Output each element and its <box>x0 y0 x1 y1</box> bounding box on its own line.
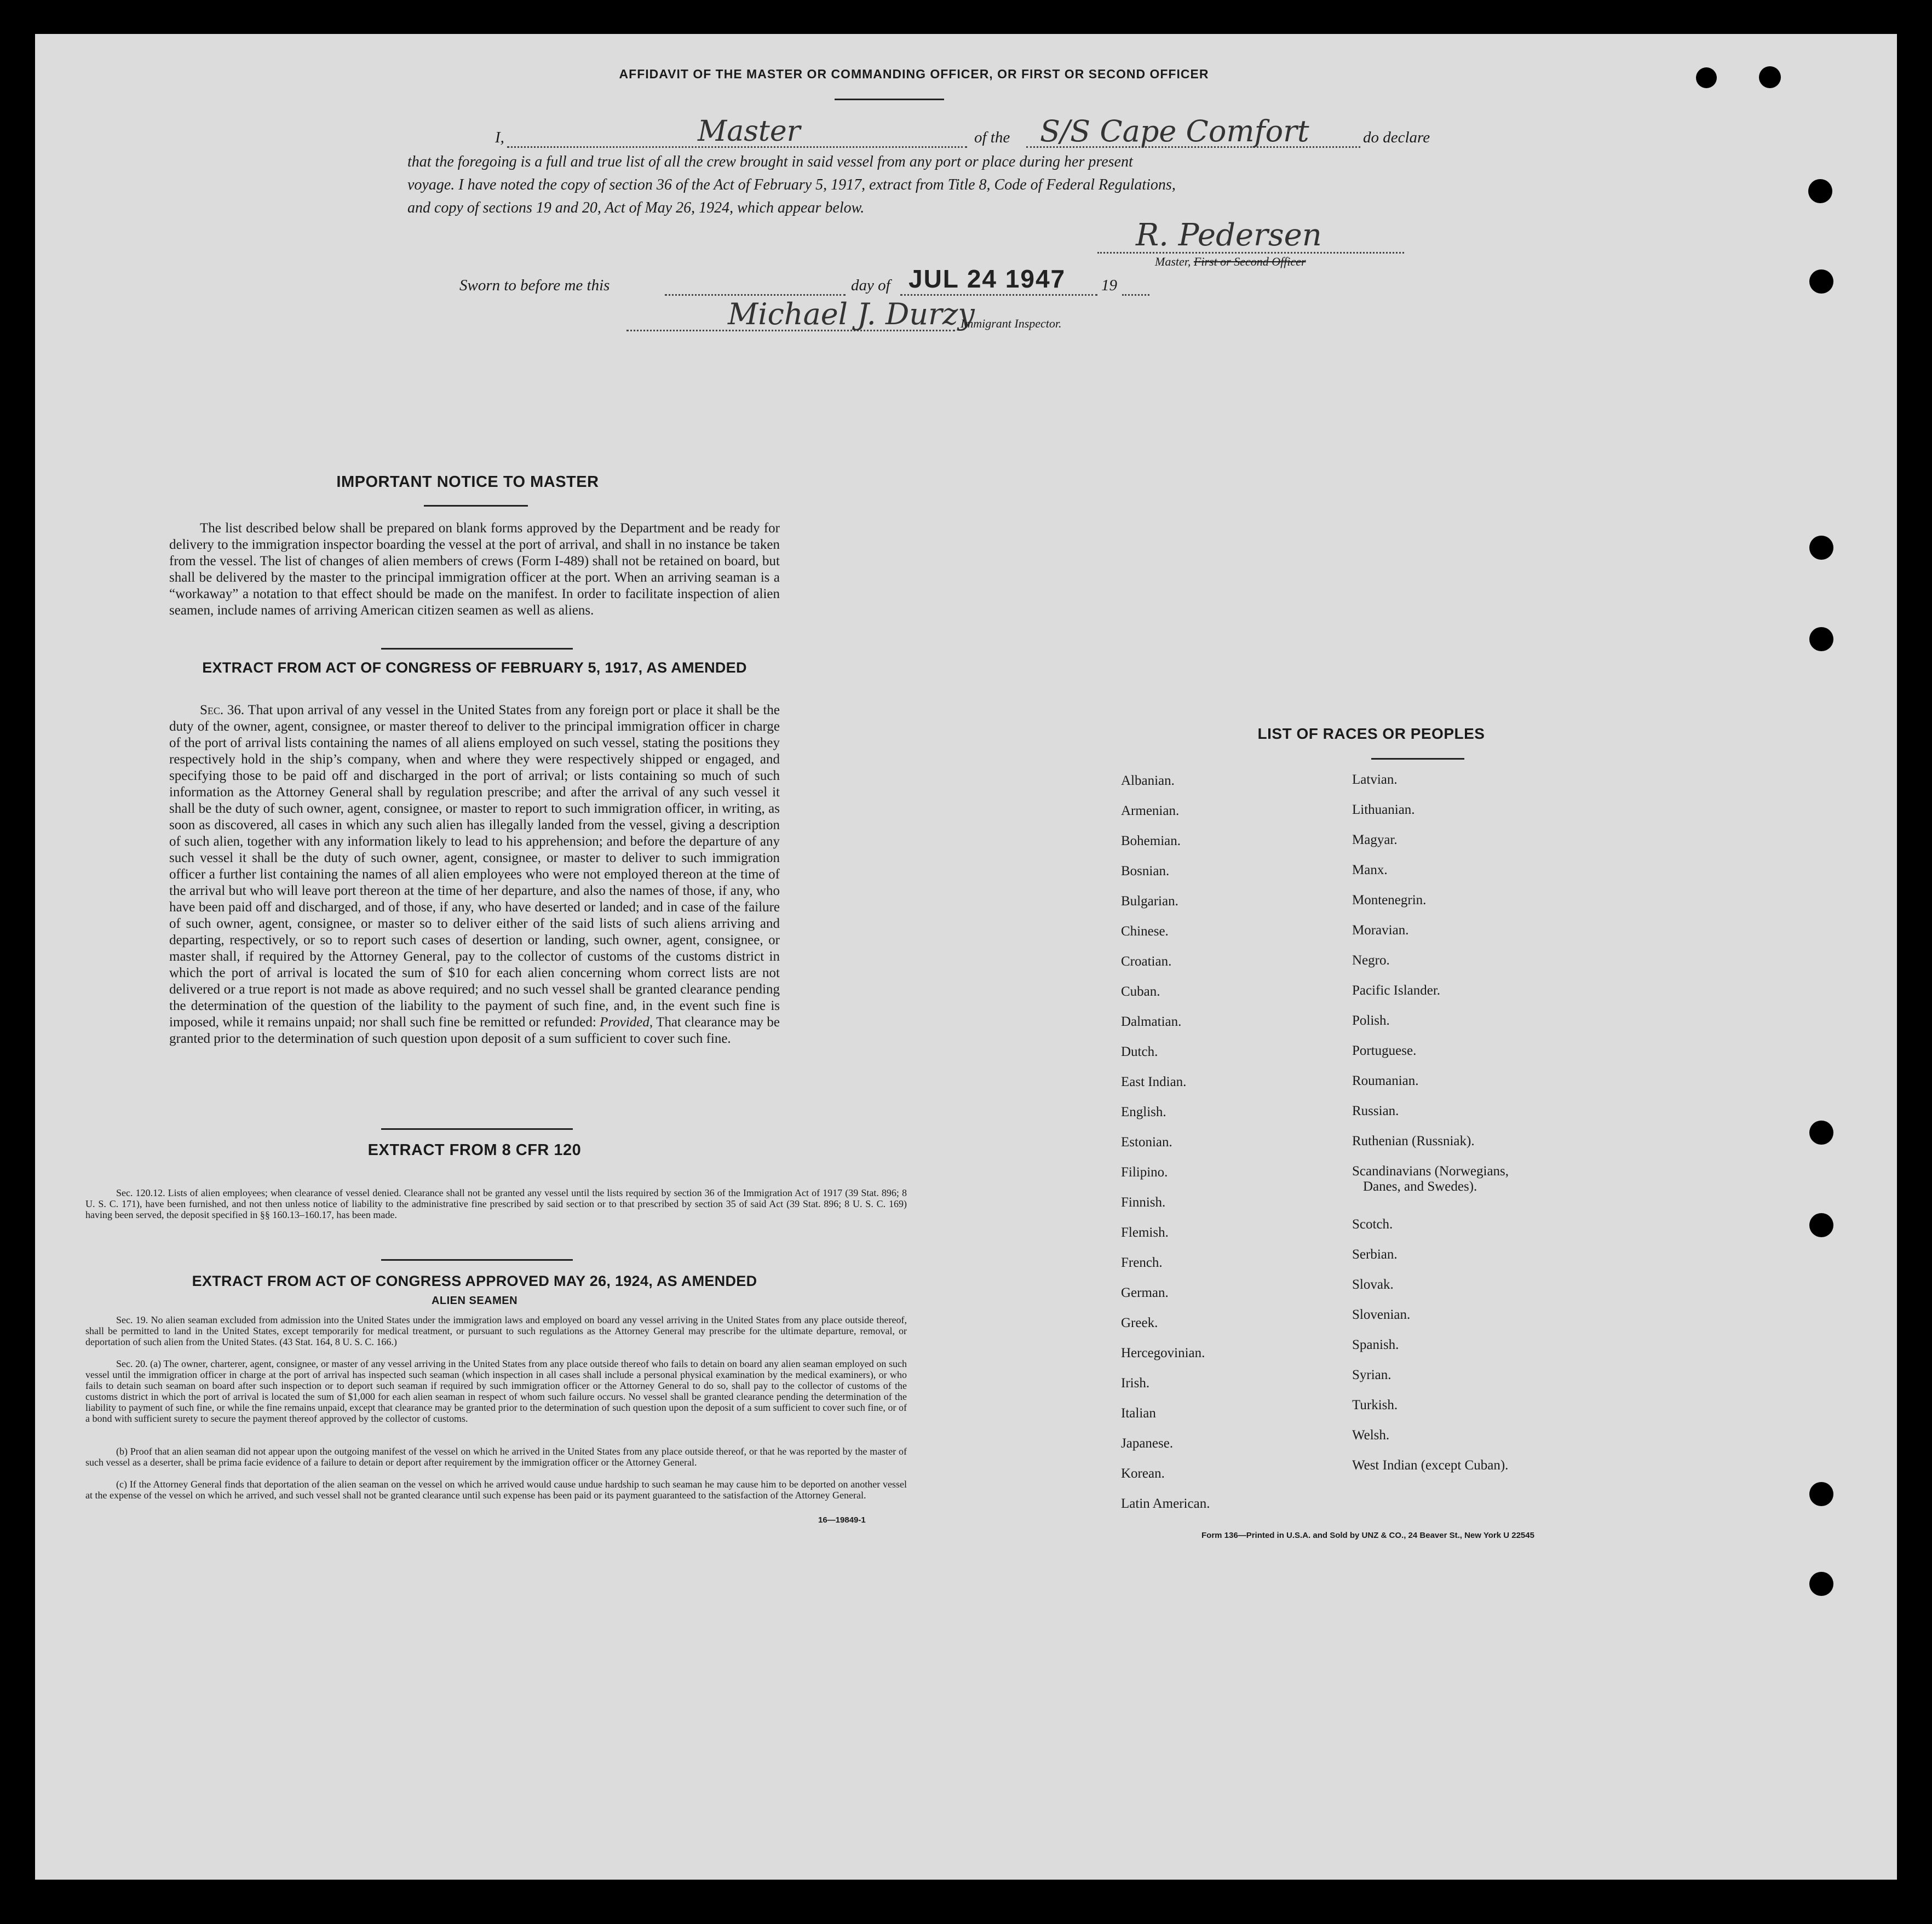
race-item: Italian <box>1121 1406 1156 1421</box>
race-item: Roumanian. <box>1352 1073 1419 1088</box>
inspector-signature: Michael J. Durzy <box>728 297 975 331</box>
race-item: Latin American. <box>1121 1496 1210 1511</box>
signature-blank <box>1097 252 1404 254</box>
race-item: Portuguese. <box>1352 1043 1417 1058</box>
notice-text <box>169 520 780 619</box>
notice-title-rule <box>424 505 528 507</box>
affidavit-title-rule <box>835 99 944 100</box>
race-item: English. <box>1121 1105 1166 1119</box>
extract-cfr-rule <box>381 1259 573 1261</box>
form-page <box>35 34 1897 1880</box>
sec36-body-end: That clearance may be granted prior to the determination of such question upon deposit of a sum sufficient to cover such fine. <box>169 1015 780 1046</box>
race-item: Manx. <box>1352 863 1388 877</box>
of-the-label: of the <box>974 129 1010 146</box>
race-item: Scotch. <box>1352 1217 1393 1232</box>
sworn-label: Sworn to before me this <box>459 277 610 294</box>
sec36-label: Sec. 36. <box>200 703 245 717</box>
race-item: Greek. <box>1121 1316 1158 1330</box>
punch-hole <box>1759 66 1781 88</box>
sec20b-body: (b) Proof that an alien seaman did not appear upon the outgoing manifest of the vessel on which he arrived in the United States from any place outside thereof, or that he was reported by the master of such vessel as a deserter, shall be prima facie evidence of a failure to detain or deport after requirement by the immigration officer or the Attorney General. <box>85 1446 907 1468</box>
vessel-handwritten: S/S Cape Comfort <box>1040 114 1309 148</box>
master-handwritten: Master <box>698 115 801 148</box>
race-item: Dalmatian. <box>1121 1014 1182 1029</box>
year-label: 19 <box>1101 277 1117 294</box>
race-item: Irish. <box>1121 1376 1150 1391</box>
race-item: Russian. <box>1352 1104 1399 1118</box>
races-title-rule <box>1371 758 1464 760</box>
race-item: Slovak. <box>1352 1277 1394 1292</box>
cfr-body: Sec. 120.12. Lists of alien employees; when clearance of vessel denied. Clearance shall not be granted any vessel until the lists required by section 36 of the Immigration Act of 1917 (39 Stat. 896; 8 U. S. C. 171), have been furnished, and not then unless notice of liability to the administrative fine prescribed by said section or to that prescribed by section 35 of said Act (39 Stat. 896; 8 U. S. C. 169) having been served, the deposit specified in §§ 160.13–160.17, has been made. <box>85 1187 907 1220</box>
sworn-year-blank <box>1122 294 1149 296</box>
race-item: Magyar. <box>1352 832 1398 847</box>
extract-1917-rule <box>381 1128 573 1130</box>
extract-1924-title: EXTRACT FROM ACT OF CONGRESS APPROVED MAY 26, 1924, AS AMENDED <box>192 1273 757 1289</box>
day-of-label: day of <box>851 277 890 294</box>
affidavit-line-4: and copy of sections 19 and 20, Act of May 26, 1924, which appear below. <box>407 199 865 216</box>
sec20a-body: Sec. 20. (a) The owner, charterer, agent, consignee, or master of any vessel arriving in the United States from any place outside thereof who fails to detain on board any alien seaman employed on such vessel until the immigration officer in charge at the port of arrival has inspected such seaman (which inspection in all cases shall include a personal physical examination by the medical examiners), or who fails to detain such seaman on board after such inspection or to deport such seaman if required by such immigration officer or the Attorney General to do so, shall pay to the collector of customs of the customs district in which the port of arrival is located the sum of $1,000 for each alien seaman in respect of whom such failure occurs. No vessel shall be granted clearance pending the determination of the liability to payment of such fine, or while the fine remains unpaid, except that clearance may be granted prior to the determination of such question upon the deposit of a sum sufficient to cover such fine, or of a bond with sufficient surety to secure the payment thereof approved by the collector of customs. <box>85 1358 907 1424</box>
race-item: Scandinavians (Norwegians, <box>1352 1164 1509 1179</box>
race-item: Croatian. <box>1121 954 1172 969</box>
race-item: Spanish. <box>1352 1337 1399 1352</box>
race-item: Lithuanian. <box>1352 802 1415 817</box>
master-signature: R. Pedersen <box>1136 217 1322 253</box>
sec20c-body: (c) If the Attorney General finds that deportation of the alien seaman on the vessel on which he arrived would cause undue hardship to such seaman he may cause him to be deported on another vessel at the expense of the vessel on which he arrived, and such vessel shall not be granted clearance until such expense has been paid or its payment guaranteed to the satisfaction of the Attorney General. <box>85 1479 907 1501</box>
race-item: Chinese. <box>1121 924 1169 939</box>
race-item: Welsh. <box>1352 1428 1390 1443</box>
punch-hole <box>1809 1121 1833 1145</box>
sec20a-text <box>85 1358 907 1424</box>
race-item: Danes, and Swedes). <box>1363 1179 1477 1194</box>
race-item: Pacific Islander. <box>1352 983 1441 998</box>
alien-seamen-subtitle: ALIEN SEAMEN <box>431 1295 518 1307</box>
sworn-day-blank <box>665 294 846 296</box>
race-item: East Indian. <box>1121 1075 1187 1089</box>
sec20b-text <box>85 1446 907 1468</box>
race-item: Serbian. <box>1352 1247 1398 1262</box>
extract-cfr-text <box>85 1187 907 1220</box>
sec19-body: Sec. 19. No alien seaman excluded from admission into the United States under the immigration laws and employed on board any vessel arriving in the United States from any place outside thereof, shall be permitted to land in the United States, except temporarily for medical treatment, or pursuant to such regulations as the Attorney General may prescribe for the ultimate departure, removal, or deportation of such alien from the United States. (43 Stat. 164, 8 U. S. C. 166.) <box>85 1314 907 1347</box>
race-item: Syrian. <box>1352 1368 1392 1382</box>
races-title: LIST OF RACES OR PEOPLES <box>1257 725 1485 742</box>
notice-rule <box>381 648 573 650</box>
race-item: Bulgarian. <box>1121 894 1178 909</box>
race-item: Dutch. <box>1121 1044 1158 1059</box>
race-item: Latvian. <box>1352 772 1398 787</box>
race-item: Turkish. <box>1352 1398 1398 1412</box>
race-item: French. <box>1121 1255 1163 1270</box>
race-item: Bosnian. <box>1121 864 1170 878</box>
race-item: Japanese. <box>1121 1436 1174 1451</box>
race-item: Montenegrin. <box>1352 893 1427 908</box>
punch-hole <box>1809 1482 1833 1506</box>
affidavit-line-3: voyage. I have noted the copy of section 36 of the Act of February 5, 1917, extract from Title 8, Code of Federal Regulations, <box>407 176 1176 193</box>
punch-hole <box>1809 536 1833 560</box>
affidavit-line-2: that the foregoing is a full and true list of all the crew brought in said vessel from any port or place during her present <box>407 153 1133 170</box>
punch-hole <box>1696 67 1717 88</box>
extract-1917-text <box>169 702 780 1047</box>
inspector-label: Immigrant Inspector. <box>961 317 1062 330</box>
punch-hole <box>1809 627 1833 651</box>
sec36-body: That upon arrival of any vessel in the United States from any foreign port or place it shall be the duty of the owner, agent, consignee, or master thereof to deliver to the principal immigration officer in charge of the port of arrival lists containing the names of all aliens employed on such vessel, stating the positions they respectively hold in the ship’s company, when and where they were respectively shipped or engaged, and specifying those to be paid off and discharged in the port of arrival; or lists containing so much of such information as the Attorney General shall by regulation prescribe; and after the arrival of any such vessel it shall be the duty of such owner, agent, consignee, or master to report to such immigration officer, in writing, as soon as discovered, all cases in which any such alien has illegally landed from the vessel, giving a description of such alien, together with any information likely to lead to his apprehension; and before the departure of any such vessel it shall be the duty of such owner, agent, consignee, or master to deliver to such immigration officer a further list containing the names of all alien employees who were not employed thereon at the time of the arrival but who will leave port thereon at the time of her departure, and also the names of those, if any, who have been paid off and discharged, and of those, if any, who have deserted or landed; and in case of the failure of such owner, agent, consignee, or master so to deliver either of the said lists of such aliens arriving and departing, respectively, or so to report such cases of desertion or landing, such owner, agent, consignee, or master shall, if required by the Attorney General, pay to the collector of customs of the customs district in which the port of arrival is located the sum of $10 for each alien concerning whom correct lists are not delivered or a true report is not made as above required; and no such vessel shall be granted clearance pending the determination of the question of the liability to the payment of such fine, and, in the event such fine is imposed, while it remains unpaid; nor shall such fine be remitted or refunded: <box>169 703 780 1030</box>
extract-1917-title: EXTRACT FROM ACT OF CONGRESS OF FEBRUARY 5, 1917, AS AMENDED <box>202 659 747 676</box>
race-item: Filipino. <box>1121 1165 1168 1180</box>
punch-hole <box>1809 1213 1833 1237</box>
race-item: Flemish. <box>1121 1225 1169 1240</box>
race-item: Negro. <box>1352 953 1390 968</box>
race-item: Slovenian. <box>1352 1307 1411 1322</box>
notice-body: The list described below shall be prepared on blank forms approved by the Department and be ready for delivery to the immigration inspector boarding the vessel at the port of arrival, and shall in no instance be taken from the vessel. The list of changes of alien members of crews (Form I-489) shall not be retained on board, but shall be delivered by the master to the principal immigration officer at the port. When an arriving seaman is a “workaway” a notation to that effect should be made on the manifest. In order to facilitate inspection of alien seamen, include names of arriving American citizen seamen as well as aliens. <box>169 521 780 618</box>
sworn-month-blank <box>900 294 1097 296</box>
declare-label: do declare <box>1363 129 1430 146</box>
notice-title: IMPORTANT NOTICE TO MASTER <box>336 473 599 491</box>
i-label: I, <box>495 129 504 146</box>
sec19-text <box>85 1314 907 1347</box>
race-item: Estonian. <box>1121 1135 1172 1150</box>
sec20c-text <box>85 1479 907 1501</box>
race-item: Hercegovinian. <box>1121 1346 1205 1360</box>
punch-hole <box>1809 269 1833 294</box>
extract-cfr-title: EXTRACT FROM 8 CFR 120 <box>367 1141 582 1159</box>
race-item: Bohemian. <box>1121 834 1181 848</box>
race-item: Ruthenian (Russniak). <box>1352 1134 1475 1148</box>
race-item: West Indian (except Cuban). <box>1352 1458 1509 1473</box>
signature-caption <box>1155 255 1306 269</box>
race-item: Armenian. <box>1121 803 1180 818</box>
date-stamp: JUL 24 1947 <box>909 265 1066 293</box>
print-code: 16—19849-1 <box>818 1515 866 1525</box>
race-item: Polish. <box>1352 1013 1390 1028</box>
punch-hole <box>1808 179 1832 203</box>
race-item: Moravian. <box>1352 923 1409 938</box>
caption-master: Master, <box>1155 255 1191 268</box>
form-footer: Form 136—Printed in U.S.A. and Sold by UNZ & CO., 24 Beaver St., New York U 22545 <box>1201 1531 1534 1540</box>
race-item: Finnish. <box>1121 1195 1166 1210</box>
race-item: Cuban. <box>1121 984 1160 999</box>
caption-struck: First or Second Officer <box>1193 255 1306 268</box>
race-item: Albanian. <box>1121 773 1175 788</box>
provided-label: Provided, <box>600 1015 653 1030</box>
punch-hole <box>1809 1572 1833 1596</box>
race-item: German. <box>1121 1285 1169 1300</box>
affidavit-title: AFFIDAVIT OF THE MASTER OR COMMANDING OFFICER, OR FIRST OR SECOND OFFICER <box>619 67 1209 81</box>
race-item: Korean. <box>1121 1466 1165 1481</box>
